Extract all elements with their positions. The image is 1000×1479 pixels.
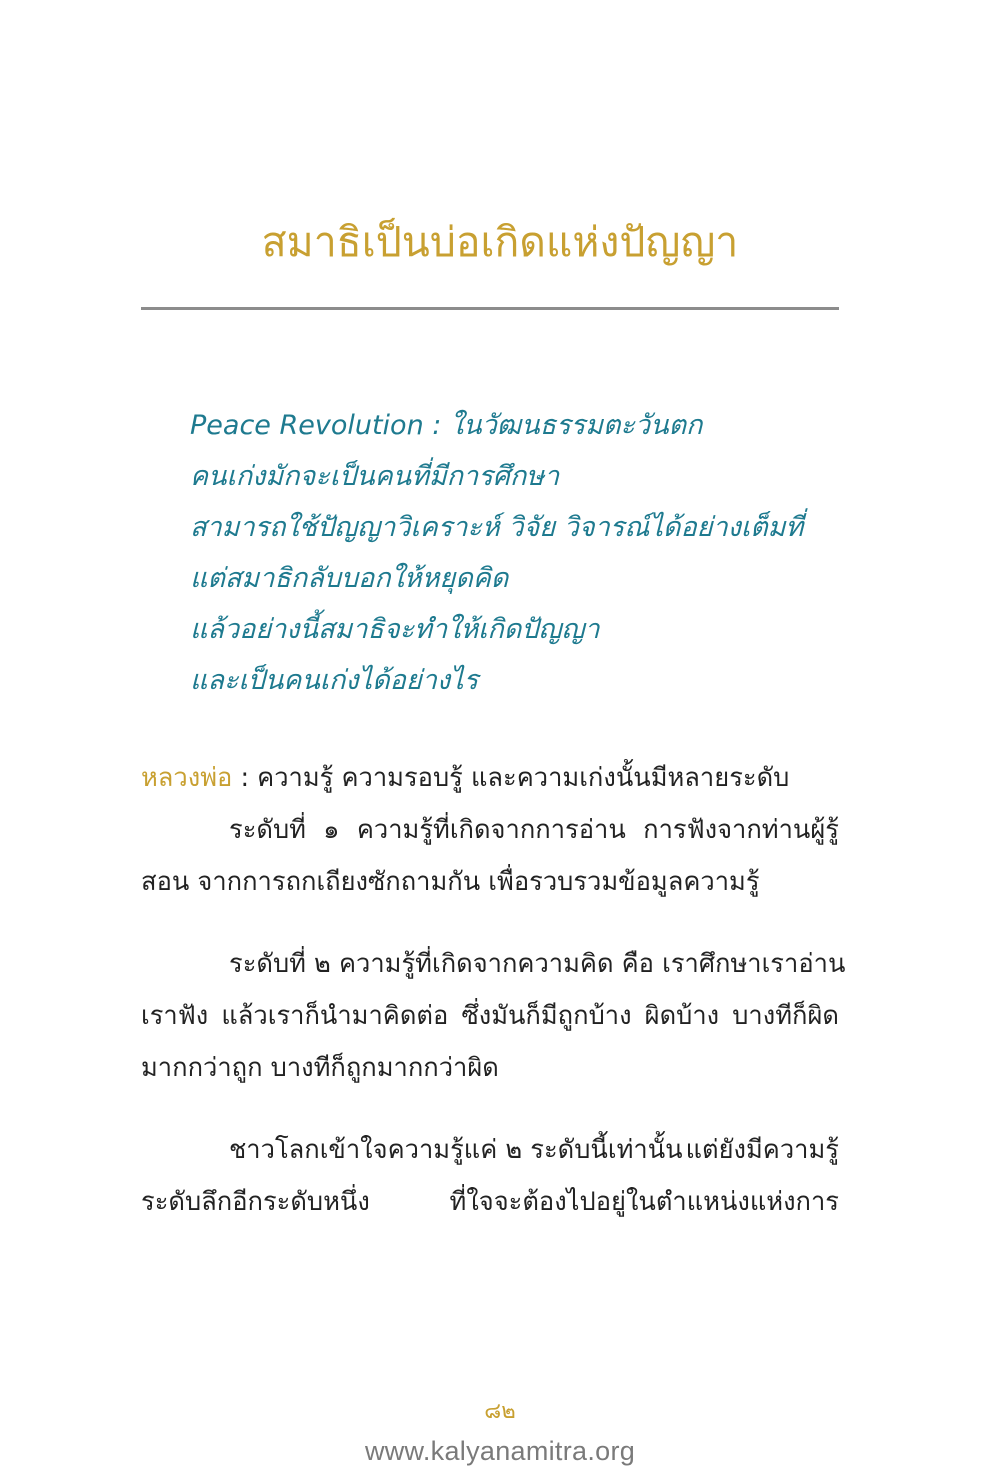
speaker-label: หลวงพ่อ xyxy=(141,763,233,793)
text-segment: ระดับที่ ๒ ความรู้ที่เกิดจากความคิด คือ เราศึกษา xyxy=(229,949,762,979)
paragraph-3-line-1 xyxy=(141,1124,839,1176)
paragraph-2-line-2 xyxy=(141,990,839,1042)
paragraph-2-line-3: มากกว่าถูก บางทีก็ถูกมากกว่าผิด xyxy=(141,1053,499,1083)
answer-block xyxy=(141,752,846,1228)
question-line: สามารถใช้ปัญญาวิเคราะห์ วิจัย วิจารณ์ได้อย่างเต็มที่ xyxy=(190,512,804,543)
text-segment: ความรู้ที่เกิดจากการอ่าน xyxy=(356,815,626,845)
footer-url: www.kalyanamitra.org xyxy=(364,1436,636,1466)
text-segment: ระดับลึกอีกระดับหนึ่ง xyxy=(141,1187,370,1217)
paragraph-1-line-1 xyxy=(141,804,839,856)
question-line: แล้วอย่างนี้สมาธิจะทำให้เกิดปัญญา xyxy=(190,614,600,645)
answer-intro-text: : ความรู้ ความรอบรู้ และความเก่งนั้นมีหลายระดับ xyxy=(232,763,790,793)
text-segment: ที่ใจจะต้องไปอยู่ในตำแหน่งแห่งการ xyxy=(449,1187,839,1217)
text-segment: ระดับที่ xyxy=(229,815,306,845)
page-number: ๘๒ xyxy=(484,1399,516,1424)
title-divider xyxy=(141,307,839,310)
text-segment: บางทีก็ผิด xyxy=(732,1001,839,1031)
question-block xyxy=(190,400,890,706)
answer-intro-line xyxy=(141,752,839,804)
text-segment: ซึ่งมันก็มีถูกบ้าง xyxy=(461,1001,632,1031)
chapter-title: สมาธิเป็นบ่อเกิดแห่งปัญญา xyxy=(261,218,739,266)
text-segment: ชาวโลกเข้าใจความรู้แค่ ๒ ระดับนี้เท่านั้น xyxy=(229,1135,683,1165)
paragraph-2-line-1 xyxy=(141,938,846,990)
question-line: คนเก่งมักจะเป็นคนที่มีการศึกษา xyxy=(190,461,560,492)
question-line: แต่สมาธิกลับบอกให้หยุดคิด xyxy=(190,563,509,594)
text-segment: เราฟัง xyxy=(141,1001,209,1031)
text-segment: แต่ยังมีความรู้ xyxy=(685,1135,839,1165)
paragraph-1-line-2: สอน จากการถกเถียงซักถามกัน เพื่อรวบรวมข้อมูลความรู้ xyxy=(141,867,760,897)
question-line: Peace Revolution : ในวัฒนธรรมตะวันตก xyxy=(190,410,703,441)
text-segment: การฟังจากท่านผู้รู้ xyxy=(643,815,839,845)
text-segment: ผิดบ้าง xyxy=(644,1001,720,1031)
text-segment: ๑ xyxy=(323,815,340,845)
text-segment: เราอ่าน xyxy=(761,949,846,979)
paragraph-3-line-2 xyxy=(141,1176,839,1228)
text-segment: แล้วเราก็นำมาคิดต่อ xyxy=(221,1001,449,1031)
question-line: และเป็นคนเก่งได้อย่างไร xyxy=(190,665,479,696)
